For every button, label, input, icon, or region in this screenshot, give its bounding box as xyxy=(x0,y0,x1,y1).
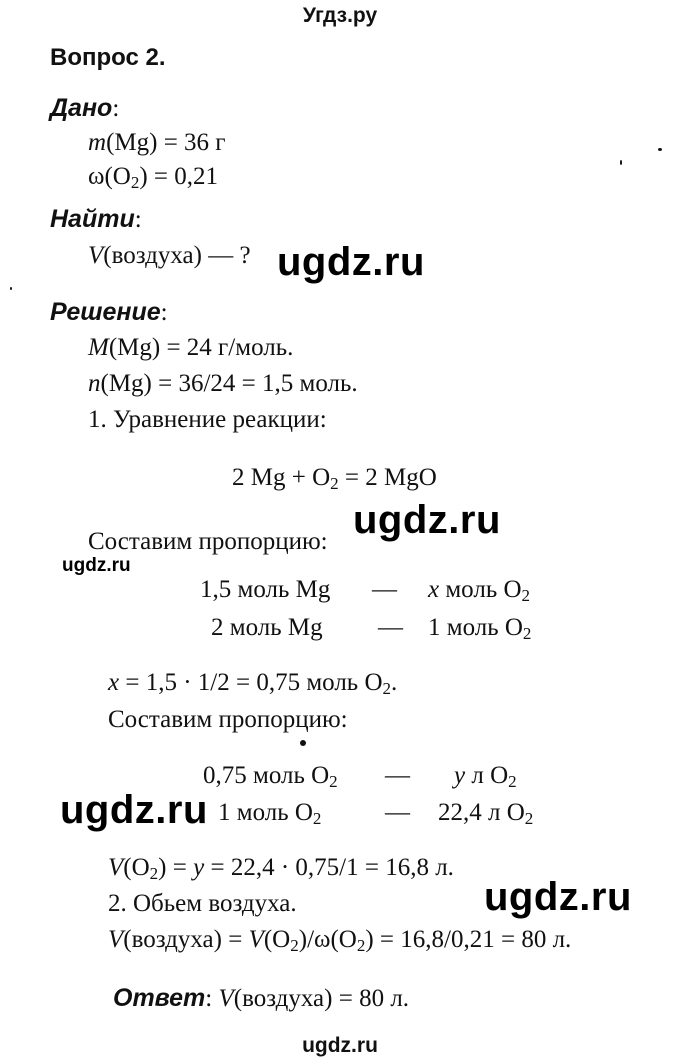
given-omega: $\omega(O_2) = 0,21$ xyxy=(88,163,219,192)
find-line: V(воздуха) — ? xyxy=(88,242,251,269)
question-title: Вопрос 2. xyxy=(50,44,166,71)
molar-mass: M(Mg) = 24 г/моль. xyxy=(88,334,294,361)
watermark-5: ugdz.ru xyxy=(484,875,632,919)
p2-left: 2 моль Mg xyxy=(211,614,323,641)
p3-right: y л $O_2$ xyxy=(454,762,517,791)
p4-dash: — xyxy=(385,799,410,826)
speck xyxy=(620,160,622,165)
proportion-title-1: Составим пропорцию: xyxy=(88,528,328,555)
speck xyxy=(10,287,12,290)
step-2: 2. Обьем воздуха. xyxy=(108,890,297,917)
amount-mg: n(Mg) = 36/24 = 1,5 моль. xyxy=(88,370,358,397)
p1-dash: — xyxy=(372,576,397,603)
watermark-1: ugdz.ru xyxy=(277,240,425,284)
p2-right: 1 моль $O_2$ xyxy=(428,614,532,643)
given-mass: m(Mg) = 36 г xyxy=(88,129,226,156)
p1-right: x моль $O_2$ xyxy=(428,576,531,605)
solution-heading: Решение: xyxy=(50,298,168,326)
proportion-title-2: Составим пропорцию: xyxy=(108,706,348,733)
p4-right: 22,4 л $O_2$ xyxy=(438,799,534,828)
p2-dash: — xyxy=(378,614,403,641)
p3-left: 0,75 моль $O_2$ xyxy=(203,762,338,791)
site-header: Угдз.ру xyxy=(302,4,378,27)
p3-dash: — xyxy=(385,762,410,789)
reaction-equation: 2 $Mg + O_2 = 2$ MgO xyxy=(232,464,437,493)
speck xyxy=(658,148,662,151)
answer-line: Ответ: V(воздуха) = 80 л. xyxy=(113,984,410,1012)
watermark-4: ugdz.ru xyxy=(60,788,208,832)
watermark-2: ugdz.ru xyxy=(353,498,501,542)
given-heading: Дано: xyxy=(50,94,120,122)
watermark-3: ugdz.ru xyxy=(62,555,131,576)
site-footer: ugdz.ru xyxy=(302,1034,378,1057)
v-o2-result: $V(O_2) = y = 22,4 \cdot 0,75/1 = 16,8$ л. xyxy=(108,854,454,883)
p4-left: 1 моль $O_2$ xyxy=(218,799,322,828)
p1-left: 1,5 моль Mg xyxy=(200,576,331,603)
x-result: x = 1,5 · 1/2 = 0,75 моль $O_2$. xyxy=(108,669,398,698)
v-air-result: V(воздуха) = $V(O_2)/\omega(O_2) = 16,8/0,21 = 80$ л. xyxy=(108,926,572,955)
step-1: 1. Уравнение реакции: xyxy=(88,406,327,433)
find-heading: Найти: xyxy=(50,205,142,233)
speck xyxy=(300,740,306,746)
